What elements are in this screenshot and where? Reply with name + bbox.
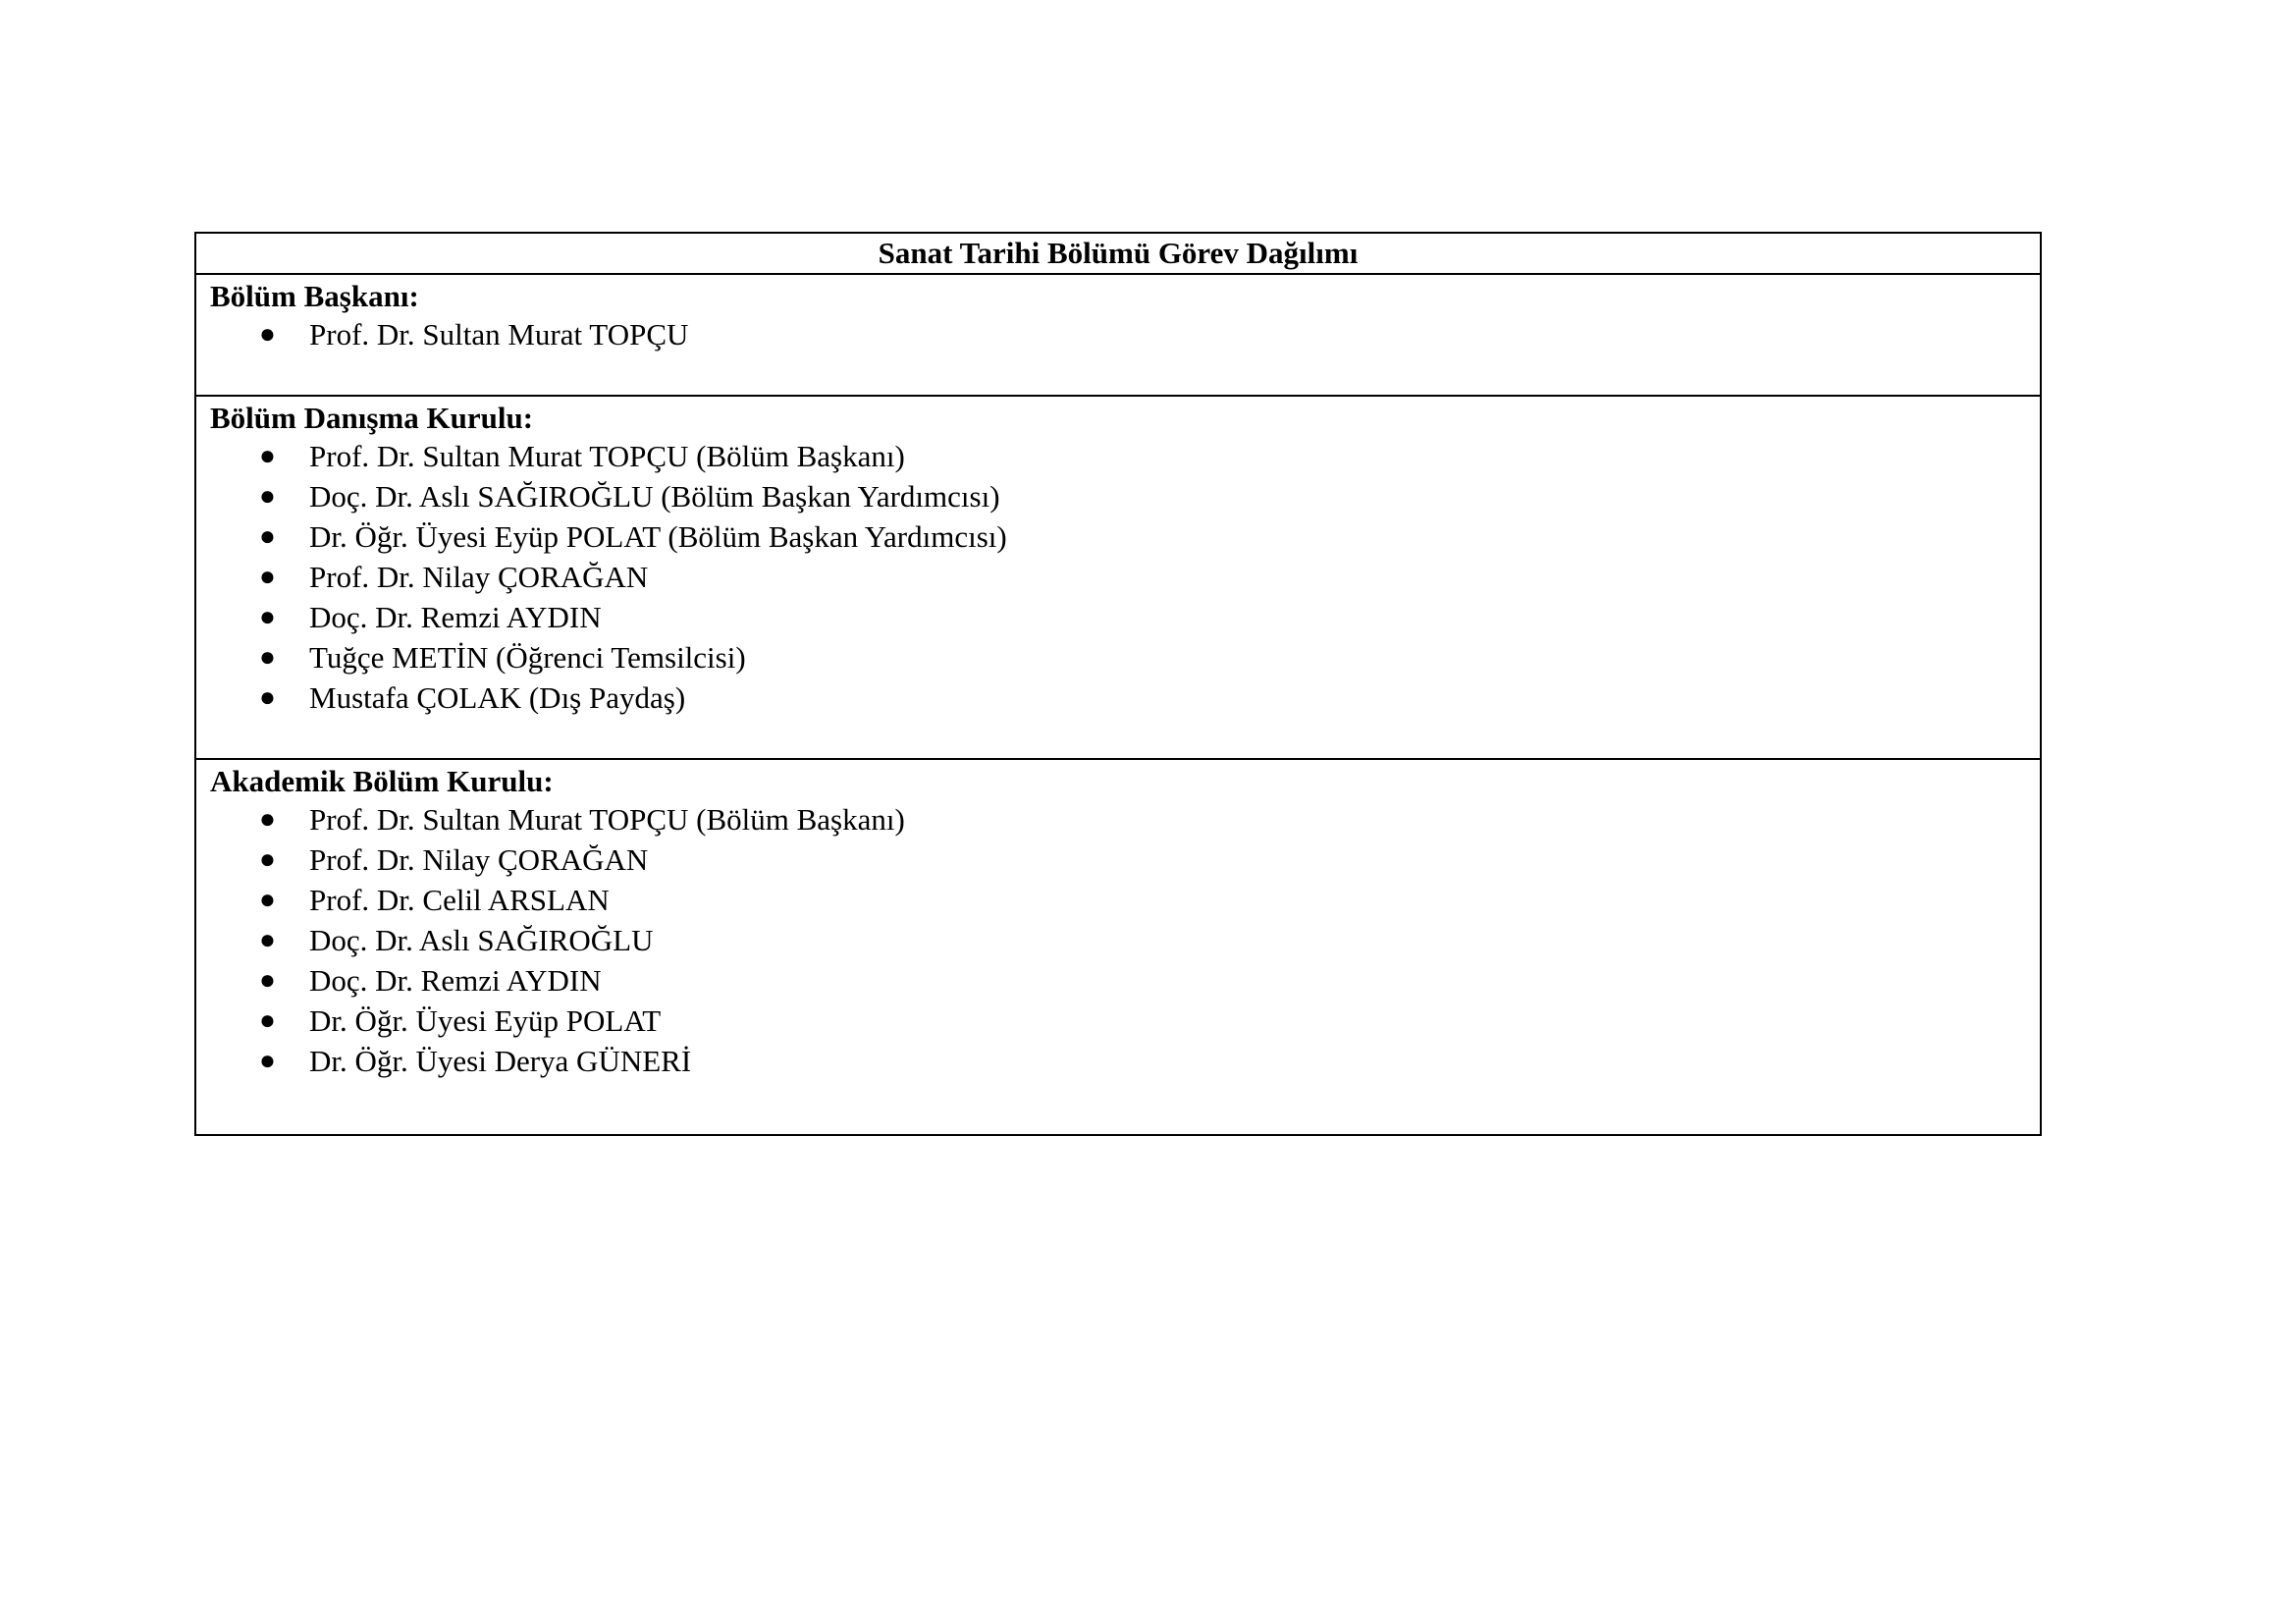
list-item (210, 880, 2026, 920)
member-name: Mustafa ÇOLAK (Dış Paydaş) (309, 680, 686, 715)
bullet-icon: ● (259, 319, 276, 350)
bullet-icon: ● (259, 1005, 276, 1036)
section-heading: Bölüm Danışma Kurulu: (210, 401, 534, 435)
member-name: Prof. Dr. Sultan Murat TOPÇU (309, 317, 689, 352)
bullet-icon: ● (259, 441, 276, 471)
list-item (210, 597, 2026, 637)
list-item (210, 637, 2026, 677)
bullet-icon: ● (259, 642, 276, 673)
section-advisory-board (195, 396, 2041, 759)
list-item (210, 314, 2026, 354)
member-name: Doç. Dr. Remzi AYDIN (309, 963, 602, 998)
list-item (210, 1001, 2026, 1041)
bullet-icon: ● (259, 481, 276, 512)
member-list (210, 799, 2026, 1081)
bullet-icon: ● (259, 682, 276, 713)
member-name: Tuğçe METİN (Öğrenci Temsilcisi) (309, 640, 746, 675)
bullet-icon: ● (259, 844, 276, 875)
duty-distribution-table (194, 232, 2042, 1136)
section-row-department-head (195, 274, 2041, 396)
member-name: Dr. Öğr. Üyesi Eyüp POLAT (Bölüm Başkan Yardımcısı) (309, 519, 1007, 554)
section-heading: Akademik Bölüm Kurulu: (210, 764, 554, 798)
list-item (210, 516, 2026, 557)
bullet-icon: ● (259, 521, 276, 552)
list-item (210, 677, 2026, 718)
section-academic-board (195, 759, 2041, 1135)
bullet-icon: ● (259, 602, 276, 632)
member-name: Prof. Dr. Nilay ÇORAĞAN (309, 842, 649, 877)
section-heading: Bölüm Başkanı: (210, 279, 419, 313)
section-row-advisory-board (195, 396, 2041, 759)
member-name: Doç. Dr. Aslı SAĞIROĞLU (Bölüm Başkan Yardımcısı) (309, 479, 1000, 514)
list-item (210, 799, 2026, 839)
table-title: Sanat Tarihi Bölümü Görev Dağılımı (195, 233, 2041, 274)
bullet-icon: ● (259, 804, 276, 835)
list-item (210, 839, 2026, 880)
member-name: Doç. Dr. Aslı SAĞIROĞLU (309, 923, 654, 957)
bullet-icon: ● (259, 562, 276, 592)
member-name: Prof. Dr. Sultan Murat TOPÇU (Bölüm Başkanı) (309, 802, 905, 837)
member-name: Dr. Öğr. Üyesi Derya GÜNERİ (309, 1044, 692, 1078)
member-name: Prof. Dr. Nilay ÇORAĞAN (309, 560, 649, 594)
list-item (210, 476, 2026, 516)
list-item (210, 920, 2026, 960)
section-department-head (195, 274, 2041, 396)
member-list (210, 436, 2026, 718)
list-item (210, 557, 2026, 597)
member-list (210, 314, 2026, 354)
list-item (210, 436, 2026, 476)
member-name: Prof. Dr. Celil ARSLAN (309, 883, 610, 917)
bullet-icon: ● (259, 925, 276, 955)
bullet-icon: ● (259, 1046, 276, 1076)
member-name: Doç. Dr. Remzi AYDIN (309, 600, 602, 634)
member-name: Dr. Öğr. Üyesi Eyüp POLAT (309, 1003, 662, 1038)
table-title-row (195, 233, 2041, 274)
list-item (210, 960, 2026, 1001)
list-item (210, 1041, 2026, 1081)
section-row-academic-board (195, 759, 2041, 1135)
bullet-icon: ● (259, 885, 276, 915)
member-name: Prof. Dr. Sultan Murat TOPÇU (Bölüm Başkanı) (309, 439, 905, 473)
bullet-icon: ● (259, 965, 276, 996)
